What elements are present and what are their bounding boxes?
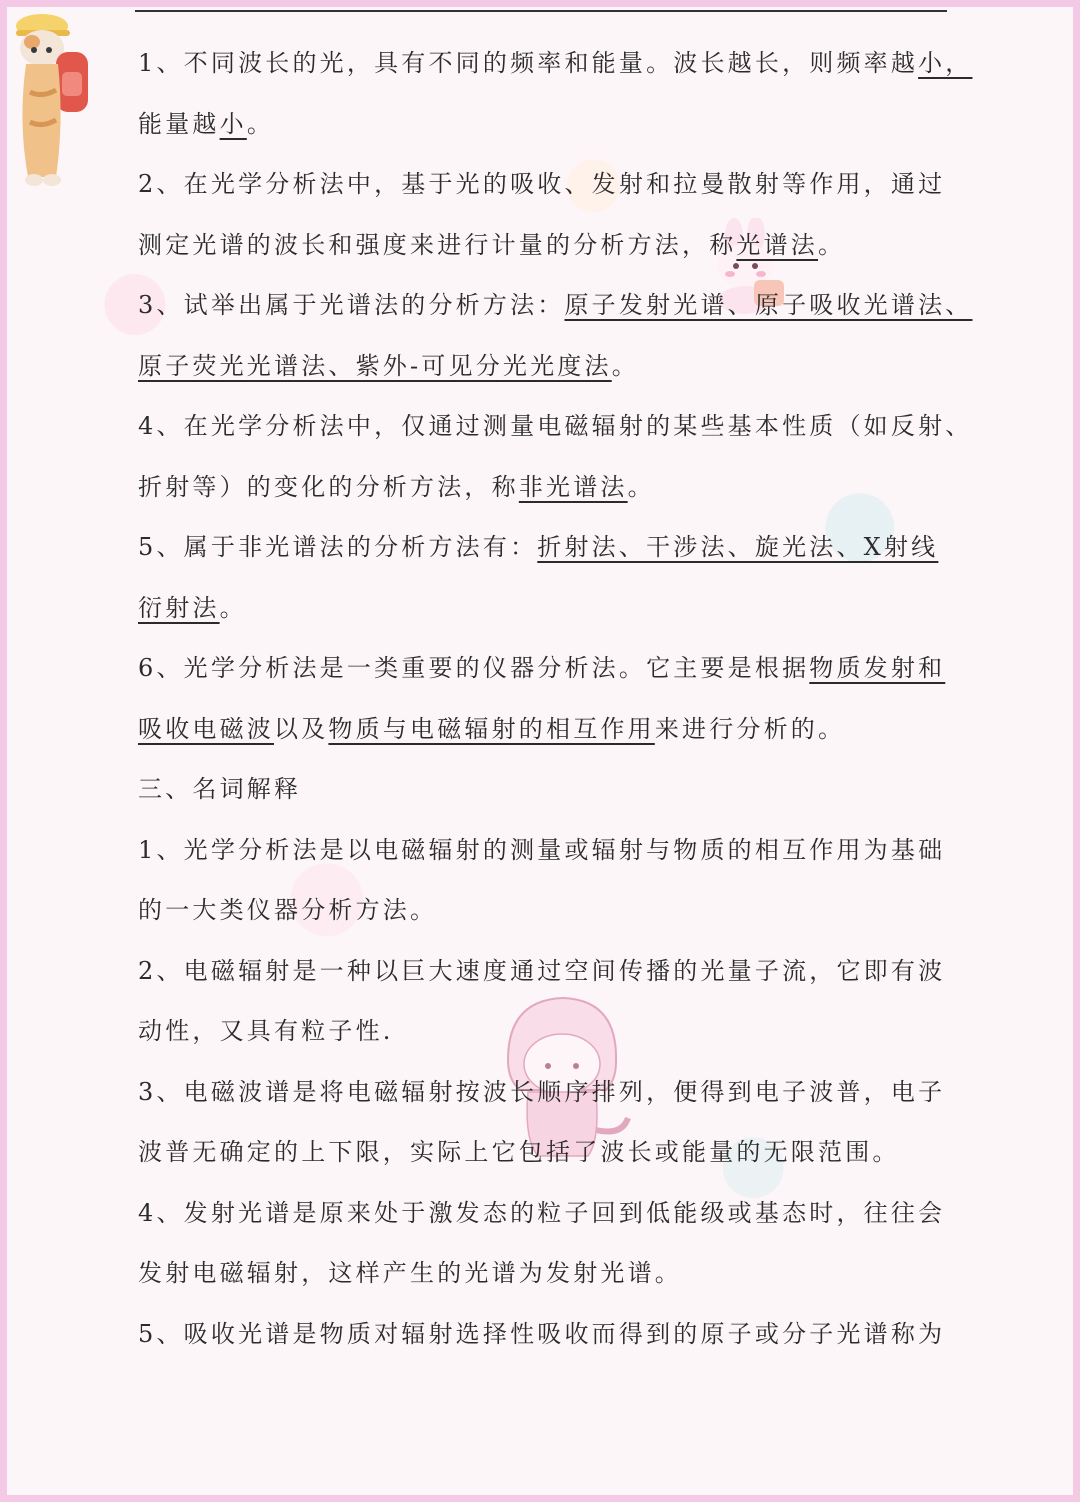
underlined-answer: 折射法、干涉法、旋光法、X射线: [537, 533, 939, 561]
text-segment: 的一大类仪器分析方法。: [138, 896, 438, 924]
text-segment: 1、不同波长的光，具有不同的频率和能量。波长越长，则频率越: [138, 49, 919, 77]
underlined-answer: 原子发射光谱、原子吸收光谱法、: [564, 291, 973, 319]
text-segment: 波普无确定的上下限，实际上它包括了波长或能量的无限范围。: [138, 1138, 900, 1166]
text-line: [138, 651, 945, 685]
text-line: [138, 893, 437, 927]
text-segment: 折射等）的变化的分析方法，称: [138, 472, 519, 501]
text-line: [138, 349, 639, 383]
text-line: [138, 167, 945, 201]
text-line: [138, 833, 945, 867]
text-segment: 5、吸收光谱是物质对辐射选择性吸收而得到的原子或分子光谱称为: [138, 1319, 946, 1348]
text-line: [138, 1256, 682, 1290]
text-line: [138, 954, 945, 988]
text-line: [138, 1135, 900, 1169]
text-segment: 动性，又具有粒子性.: [138, 1017, 394, 1045]
text-line: [138, 530, 938, 564]
text-line: [138, 1317, 945, 1351]
text-segment: 4、在光学分析法中，仅通过测量电磁辐射的某些基本性质（如反射、: [138, 412, 973, 440]
text-line: [138, 470, 655, 504]
text-segment: 发射电磁辐射，这样产生的光谱为发射光谱。: [138, 1259, 682, 1287]
underlined-answer: 小，: [918, 49, 973, 77]
text-line: [138, 1196, 945, 1230]
text-line: [138, 772, 301, 806]
text-segment: 。: [219, 593, 247, 622]
text-line: [138, 228, 845, 262]
underlined-answer: 小: [219, 109, 247, 138]
underlined-answer: 物质发射和: [809, 654, 946, 682]
text-segment: 2、在光学分析法中，基于光的吸收、发射和拉曼散射等作用，通过: [138, 170, 946, 198]
underlined-answer: 衍射法: [138, 593, 220, 622]
text-line: [138, 712, 845, 746]
text-line: [138, 107, 274, 141]
text-segment: 三、名词解释: [138, 775, 302, 803]
text-segment: 2、电磁辐射是一种以巨大速度通过空间传播的光量子流，它即有波: [138, 956, 946, 985]
text-segment: 3、试举出属于光谱法的分析方法：: [138, 291, 565, 319]
text-segment: 来进行分析的。: [654, 714, 846, 743]
text-segment: 5、属于非光谱法的分析方法有：: [138, 533, 538, 561]
text-segment: 1、光学分析法是以电磁辐射的测量或辐射与物质的相互作用为基础: [138, 835, 946, 864]
text-segment: 4、发射光谱是原来处于激发态的粒子回到低能级或基态时，往往会: [138, 1198, 946, 1227]
text-line: [138, 591, 247, 625]
text-line: [138, 288, 972, 322]
text-line: [138, 46, 972, 80]
text-segment: 。: [611, 351, 639, 380]
text-segment: 3、电磁波谱是将电磁辐射按波长顺序排列，便得到电子波普，电子: [138, 1077, 946, 1106]
underlined-answer: 光谱法: [736, 230, 819, 259]
text-segment: 测定光谱的波长和强度来进行计量的分析方法，称: [138, 230, 737, 259]
text-segment: 。: [246, 109, 275, 138]
text-line: [138, 1075, 945, 1109]
underlined-answer: 吸收电磁波: [138, 714, 274, 743]
text-segment: 。: [627, 472, 655, 501]
text-line: [138, 409, 972, 443]
text-line: [138, 1014, 394, 1048]
underlined-answer: 非光谱法: [518, 472, 628, 501]
top-divider: [135, 10, 947, 12]
text-segment: 。: [818, 230, 846, 259]
text-segment: 6、光学分析法是一类重要的仪器分析法。它主要是根据: [138, 654, 810, 682]
text-segment: 以及: [274, 714, 329, 743]
text-segment: 能量越: [138, 109, 220, 138]
underlined-answer: 物质与电磁辐射的相互作用: [328, 714, 655, 743]
cat-sticker-icon: [12, 12, 94, 192]
underlined-answer: 原子荧光光谱法、紫外-可见分光光度法: [138, 351, 612, 380]
